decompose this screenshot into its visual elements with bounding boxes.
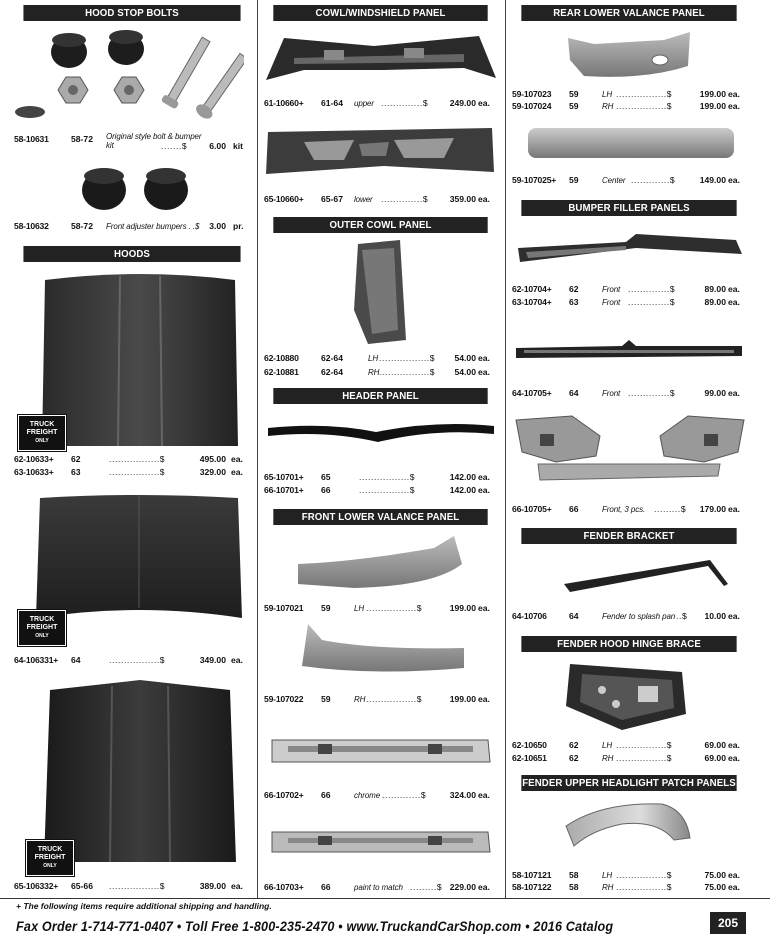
leader-dots: .................$ bbox=[109, 881, 166, 891]
outer-cowl-photo bbox=[350, 240, 410, 346]
part-number: 62-10651 bbox=[512, 753, 547, 763]
leader-dots: .................$ bbox=[359, 472, 416, 482]
years: 59 bbox=[321, 603, 331, 613]
price-row bbox=[264, 485, 497, 496]
part-number: 59-107021 bbox=[264, 603, 304, 613]
part-number: 59-107024 bbox=[512, 101, 552, 111]
description: Fender to splash pan bbox=[602, 612, 676, 621]
price-row bbox=[14, 467, 250, 478]
years: 58-72 bbox=[71, 134, 93, 144]
years: 62 bbox=[569, 753, 579, 763]
years: 63 bbox=[71, 467, 81, 477]
part-number: 66-10705+ bbox=[512, 504, 552, 514]
front-valance-chrome-photo bbox=[268, 732, 493, 772]
description: paint to match bbox=[354, 883, 403, 892]
part-number: 63-10704+ bbox=[512, 297, 552, 307]
unit: ea. bbox=[478, 353, 490, 363]
years: 61-64 bbox=[321, 98, 343, 108]
years: 62 bbox=[71, 454, 81, 464]
price: 495.00 bbox=[199, 454, 226, 464]
part-number: 64-10706 bbox=[512, 611, 547, 621]
price: 199.00 bbox=[699, 101, 726, 111]
description: RH bbox=[602, 102, 614, 111]
section-header-outer-cowl: OUTER COWL PANEL bbox=[273, 217, 487, 233]
unit: ea. bbox=[728, 175, 740, 185]
column-divider bbox=[505, 0, 506, 898]
unit: ea. bbox=[728, 101, 740, 111]
price: 199.00 bbox=[449, 694, 476, 704]
bumper-filler-62-photo bbox=[516, 232, 744, 272]
price-row bbox=[14, 881, 250, 892]
badge-text: TRUCK bbox=[29, 421, 55, 428]
years: 64 bbox=[569, 388, 579, 398]
part-number: 58-10631 bbox=[14, 134, 49, 144]
price: 199.00 bbox=[449, 603, 476, 613]
price-row bbox=[512, 870, 746, 881]
leader-dots: .......$ bbox=[161, 141, 188, 151]
unit: ea. bbox=[231, 467, 243, 477]
badge-text: FREIGHT bbox=[26, 624, 58, 631]
description: LH bbox=[602, 741, 613, 750]
price-row bbox=[264, 882, 497, 893]
part-number: 65-106332+ bbox=[14, 881, 59, 891]
price: 69.00 bbox=[704, 740, 726, 750]
price-row bbox=[512, 740, 746, 751]
leader-dots: ..............$ bbox=[628, 388, 676, 398]
price-row bbox=[512, 297, 746, 308]
leader-dots: .................$ bbox=[109, 454, 166, 464]
years: 65-66 bbox=[71, 881, 93, 891]
years: 66 bbox=[321, 882, 331, 892]
years: 62-64 bbox=[321, 367, 343, 377]
part-number: 58-107122 bbox=[512, 882, 552, 892]
leader-dots: .................$ bbox=[616, 101, 673, 111]
unit: ea. bbox=[478, 485, 490, 495]
leader-dots: .................$ bbox=[616, 753, 673, 763]
cowl-lower-photo bbox=[264, 122, 497, 187]
years: 65-67 bbox=[321, 194, 343, 204]
unit: ea. bbox=[728, 284, 740, 294]
unit: ea. bbox=[231, 655, 243, 665]
price-row bbox=[264, 367, 497, 378]
section-header-cowl: COWL/WINDSHIELD PANEL bbox=[273, 5, 487, 21]
part-number: 62-10633+ bbox=[14, 454, 54, 464]
description: Front adjuster bumpers . .$ bbox=[106, 222, 200, 231]
price: 324.00 bbox=[449, 790, 476, 800]
unit: ea. bbox=[728, 882, 740, 892]
unit: ea. bbox=[231, 454, 243, 464]
price-row bbox=[264, 694, 497, 705]
brand-logo bbox=[14, 105, 46, 119]
years: 58 bbox=[569, 870, 579, 880]
part-number: 62-10650 bbox=[512, 740, 547, 750]
part-number: 64-106331+ bbox=[14, 655, 59, 665]
description: upper bbox=[354, 99, 374, 108]
unit: ea. bbox=[478, 472, 490, 482]
part-number: 64-10705+ bbox=[512, 388, 552, 398]
price-row bbox=[14, 221, 250, 232]
badge-text: FREIGHT bbox=[34, 854, 66, 861]
part-number: 62-10881 bbox=[264, 367, 299, 377]
part-number: 62-10704+ bbox=[512, 284, 552, 294]
unit: ea. bbox=[728, 740, 740, 750]
years: 66 bbox=[321, 485, 331, 495]
part-number: 66-10702+ bbox=[264, 790, 304, 800]
price: 359.00 bbox=[449, 194, 476, 204]
page-number: 205 bbox=[710, 912, 746, 934]
badge-text: TRUCK bbox=[29, 616, 55, 623]
description: lower bbox=[354, 195, 373, 204]
years: 64 bbox=[569, 611, 579, 621]
price-row bbox=[264, 603, 497, 614]
unit: ea. bbox=[728, 611, 740, 621]
price-row bbox=[264, 98, 497, 109]
badge-text: FREIGHT bbox=[26, 429, 58, 436]
description: LH bbox=[354, 604, 365, 613]
badge-text: TRUCK bbox=[37, 846, 63, 853]
years: 65 bbox=[321, 472, 331, 482]
unit: ea. bbox=[728, 504, 740, 514]
leader-dots: ..$ bbox=[676, 611, 688, 621]
leader-dots: .........$ bbox=[410, 882, 443, 892]
section-header-bumper-filler: BUMPER FILLER PANELS bbox=[521, 200, 736, 216]
description: RH bbox=[368, 368, 380, 377]
leader-dots: ..............$ bbox=[381, 194, 429, 204]
price: 10.00 bbox=[704, 611, 726, 621]
leader-dots: .................$ bbox=[366, 603, 423, 613]
bumper-filler-66-photo bbox=[512, 412, 746, 494]
price: 99.00 bbox=[704, 388, 726, 398]
price-row bbox=[512, 504, 746, 515]
leader-dots: .................$ bbox=[379, 367, 436, 377]
part-number: 63-10633+ bbox=[14, 467, 54, 477]
price: 54.00 bbox=[454, 367, 476, 377]
part-number: 58-107121 bbox=[512, 870, 552, 880]
price-row bbox=[264, 194, 497, 205]
years: 62-64 bbox=[321, 353, 343, 363]
price: 89.00 bbox=[704, 297, 726, 307]
price-row bbox=[512, 89, 746, 100]
price: 3.00 bbox=[209, 221, 226, 231]
leader-dots: .................$ bbox=[616, 740, 673, 750]
truck-freight-badge bbox=[26, 840, 74, 876]
leader-dots: .................$ bbox=[616, 89, 673, 99]
unit: ea. bbox=[478, 603, 490, 613]
leader-dots: .................$ bbox=[379, 353, 436, 363]
price: 349.00 bbox=[199, 655, 226, 665]
price-row bbox=[512, 882, 746, 893]
unit: ea. bbox=[478, 194, 490, 204]
price: 199.00 bbox=[699, 89, 726, 99]
section-header-rear-lower-valance: REAR LOWER VALANCE PANEL bbox=[521, 5, 736, 21]
unit: ea. bbox=[728, 297, 740, 307]
price: 389.00 bbox=[199, 881, 226, 891]
description: Front, 3 pcs. bbox=[602, 505, 646, 514]
price-row bbox=[512, 611, 746, 622]
price-row bbox=[512, 753, 746, 764]
section-header-fender-bracket: FENDER BRACKET bbox=[521, 528, 736, 544]
badge-text: ONLY bbox=[35, 438, 49, 444]
leader-dots: .................$ bbox=[616, 882, 673, 892]
description: Front bbox=[602, 298, 621, 307]
part-number: 62-10880 bbox=[264, 353, 299, 363]
bumper-filler-64-photo bbox=[514, 338, 744, 368]
years: 59 bbox=[569, 101, 579, 111]
part-number: 61-10660+ bbox=[264, 98, 304, 108]
headlight-patch-photo bbox=[562, 798, 692, 862]
unit: ea. bbox=[728, 388, 740, 398]
unit: kit bbox=[233, 141, 244, 151]
price-row bbox=[14, 132, 250, 151]
contact-line: Fax Order 1-714-771-0407 • Toll Free 1-800-235-2470 • www.TruckandCarShop.com • 2016 Catalog bbox=[16, 918, 614, 934]
part-number: 59-107022 bbox=[264, 694, 304, 704]
description: LH bbox=[602, 90, 613, 99]
unit: ea. bbox=[728, 753, 740, 763]
hood-stop-bolts-photo bbox=[44, 25, 244, 125]
rear-valance-center-photo bbox=[526, 124, 736, 164]
price-row bbox=[512, 175, 746, 186]
years: 62 bbox=[569, 740, 579, 750]
years: 62 bbox=[569, 284, 579, 294]
truck-freight-badge bbox=[18, 415, 66, 451]
section-header-hood-stop-bolts: HOOD STOP BOLTS bbox=[23, 5, 240, 21]
leader-dots: .................$ bbox=[359, 485, 416, 495]
leader-dots: .........$ bbox=[654, 504, 687, 514]
price: 329.00 bbox=[199, 467, 226, 477]
price: 54.00 bbox=[454, 353, 476, 363]
leader-dots: .................$ bbox=[366, 694, 423, 704]
cowl-upper-photo bbox=[264, 28, 497, 88]
section-header-headlight-patch: FENDER UPPER HEADLIGHT PATCH PANELS bbox=[522, 777, 736, 789]
years: 59 bbox=[569, 175, 579, 185]
unit: ea. bbox=[728, 89, 740, 99]
price-row bbox=[512, 284, 746, 295]
part-number: 58-10632 bbox=[14, 221, 49, 231]
hood-1965-photo bbox=[37, 680, 240, 865]
part-number: 66-10701+ bbox=[264, 485, 304, 495]
price: 229.00 bbox=[449, 882, 476, 892]
price-row bbox=[512, 388, 746, 399]
footer-rule bbox=[0, 898, 770, 899]
description: Front bbox=[602, 389, 621, 398]
header-panel-photo bbox=[266, 414, 496, 450]
section-header-header-panel: HEADER PANEL bbox=[273, 388, 487, 404]
price: 69.00 bbox=[704, 753, 726, 763]
front-valance-paint-photo bbox=[268, 826, 493, 862]
unit: ea. bbox=[728, 870, 740, 880]
description: LH bbox=[368, 354, 379, 363]
part-number: 65-10660+ bbox=[264, 194, 304, 204]
leader-dots: ..............$ bbox=[381, 98, 429, 108]
price-row bbox=[512, 101, 746, 112]
years: 58-72 bbox=[71, 221, 93, 231]
description: Front bbox=[602, 285, 621, 294]
years: 66 bbox=[569, 504, 579, 514]
section-header-hinge-brace: FENDER HOOD HINGE BRACE bbox=[521, 636, 736, 652]
unit: ea. bbox=[478, 367, 490, 377]
description: RH bbox=[602, 883, 614, 892]
price: 75.00 bbox=[704, 870, 726, 880]
description: Center bbox=[602, 176, 626, 185]
price: 149.00 bbox=[699, 175, 726, 185]
price-row bbox=[264, 353, 497, 364]
column-divider bbox=[257, 0, 258, 898]
shipping-footnote: + The following items require additional shipping and handling. bbox=[16, 901, 272, 911]
price-row bbox=[14, 655, 250, 666]
description: chrome bbox=[354, 791, 381, 800]
front-valance-lh-photo bbox=[294, 534, 464, 594]
years: 66 bbox=[321, 790, 331, 800]
price-row bbox=[14, 454, 250, 465]
price: 179.00 bbox=[699, 504, 726, 514]
price: 6.00 bbox=[209, 141, 226, 151]
price: 89.00 bbox=[704, 284, 726, 294]
years: 59 bbox=[321, 694, 331, 704]
price-row bbox=[264, 790, 497, 801]
hinge-brace-photo bbox=[562, 658, 692, 734]
part-number: 59-107023 bbox=[512, 89, 552, 99]
rear-valance-side-photo bbox=[564, 30, 694, 85]
years: 58 bbox=[569, 882, 579, 892]
badge-text: ONLY bbox=[35, 633, 49, 639]
unit: ea. bbox=[478, 694, 490, 704]
price: 75.00 bbox=[704, 882, 726, 892]
price-row bbox=[264, 472, 497, 483]
badge-text: ONLY bbox=[43, 863, 57, 869]
part-number: 59-107025+ bbox=[512, 175, 557, 185]
leader-dots: .................$ bbox=[109, 467, 166, 477]
section-header-front-lower-valance: FRONT LOWER VALANCE PANEL bbox=[273, 509, 487, 525]
unit: pr. bbox=[233, 221, 244, 231]
description: RH bbox=[602, 754, 614, 763]
front-valance-rh-photo bbox=[294, 620, 469, 682]
part-number: 65-10701+ bbox=[264, 472, 304, 482]
leader-dots: ..............$ bbox=[628, 297, 676, 307]
unit: ea. bbox=[231, 881, 243, 891]
fender-bracket-photo bbox=[558, 556, 728, 604]
leader-dots: .................$ bbox=[109, 655, 166, 665]
unit: ea. bbox=[478, 882, 490, 892]
years: 64 bbox=[71, 655, 81, 665]
leader-dots: .................$ bbox=[616, 870, 673, 880]
unit: ea. bbox=[478, 790, 490, 800]
description: Original style bolt & bumper kit bbox=[106, 132, 202, 150]
part-number: 66-10703+ bbox=[264, 882, 304, 892]
years: 63 bbox=[569, 297, 579, 307]
section-header-hoods: HOODS bbox=[23, 246, 240, 262]
leader-dots: .............$ bbox=[382, 790, 427, 800]
price: 142.00 bbox=[449, 472, 476, 482]
unit: ea. bbox=[478, 98, 490, 108]
adjuster-bumpers-photo bbox=[74, 160, 204, 215]
hood-1962-photo bbox=[40, 268, 240, 448]
leader-dots: ..............$ bbox=[628, 284, 676, 294]
leader-dots: .............$ bbox=[631, 175, 676, 185]
price: 142.00 bbox=[449, 485, 476, 495]
price: 249.00 bbox=[449, 98, 476, 108]
description: LH bbox=[602, 871, 613, 880]
years: 59 bbox=[569, 89, 579, 99]
truck-freight-badge bbox=[18, 610, 66, 646]
description: RH bbox=[354, 695, 366, 704]
